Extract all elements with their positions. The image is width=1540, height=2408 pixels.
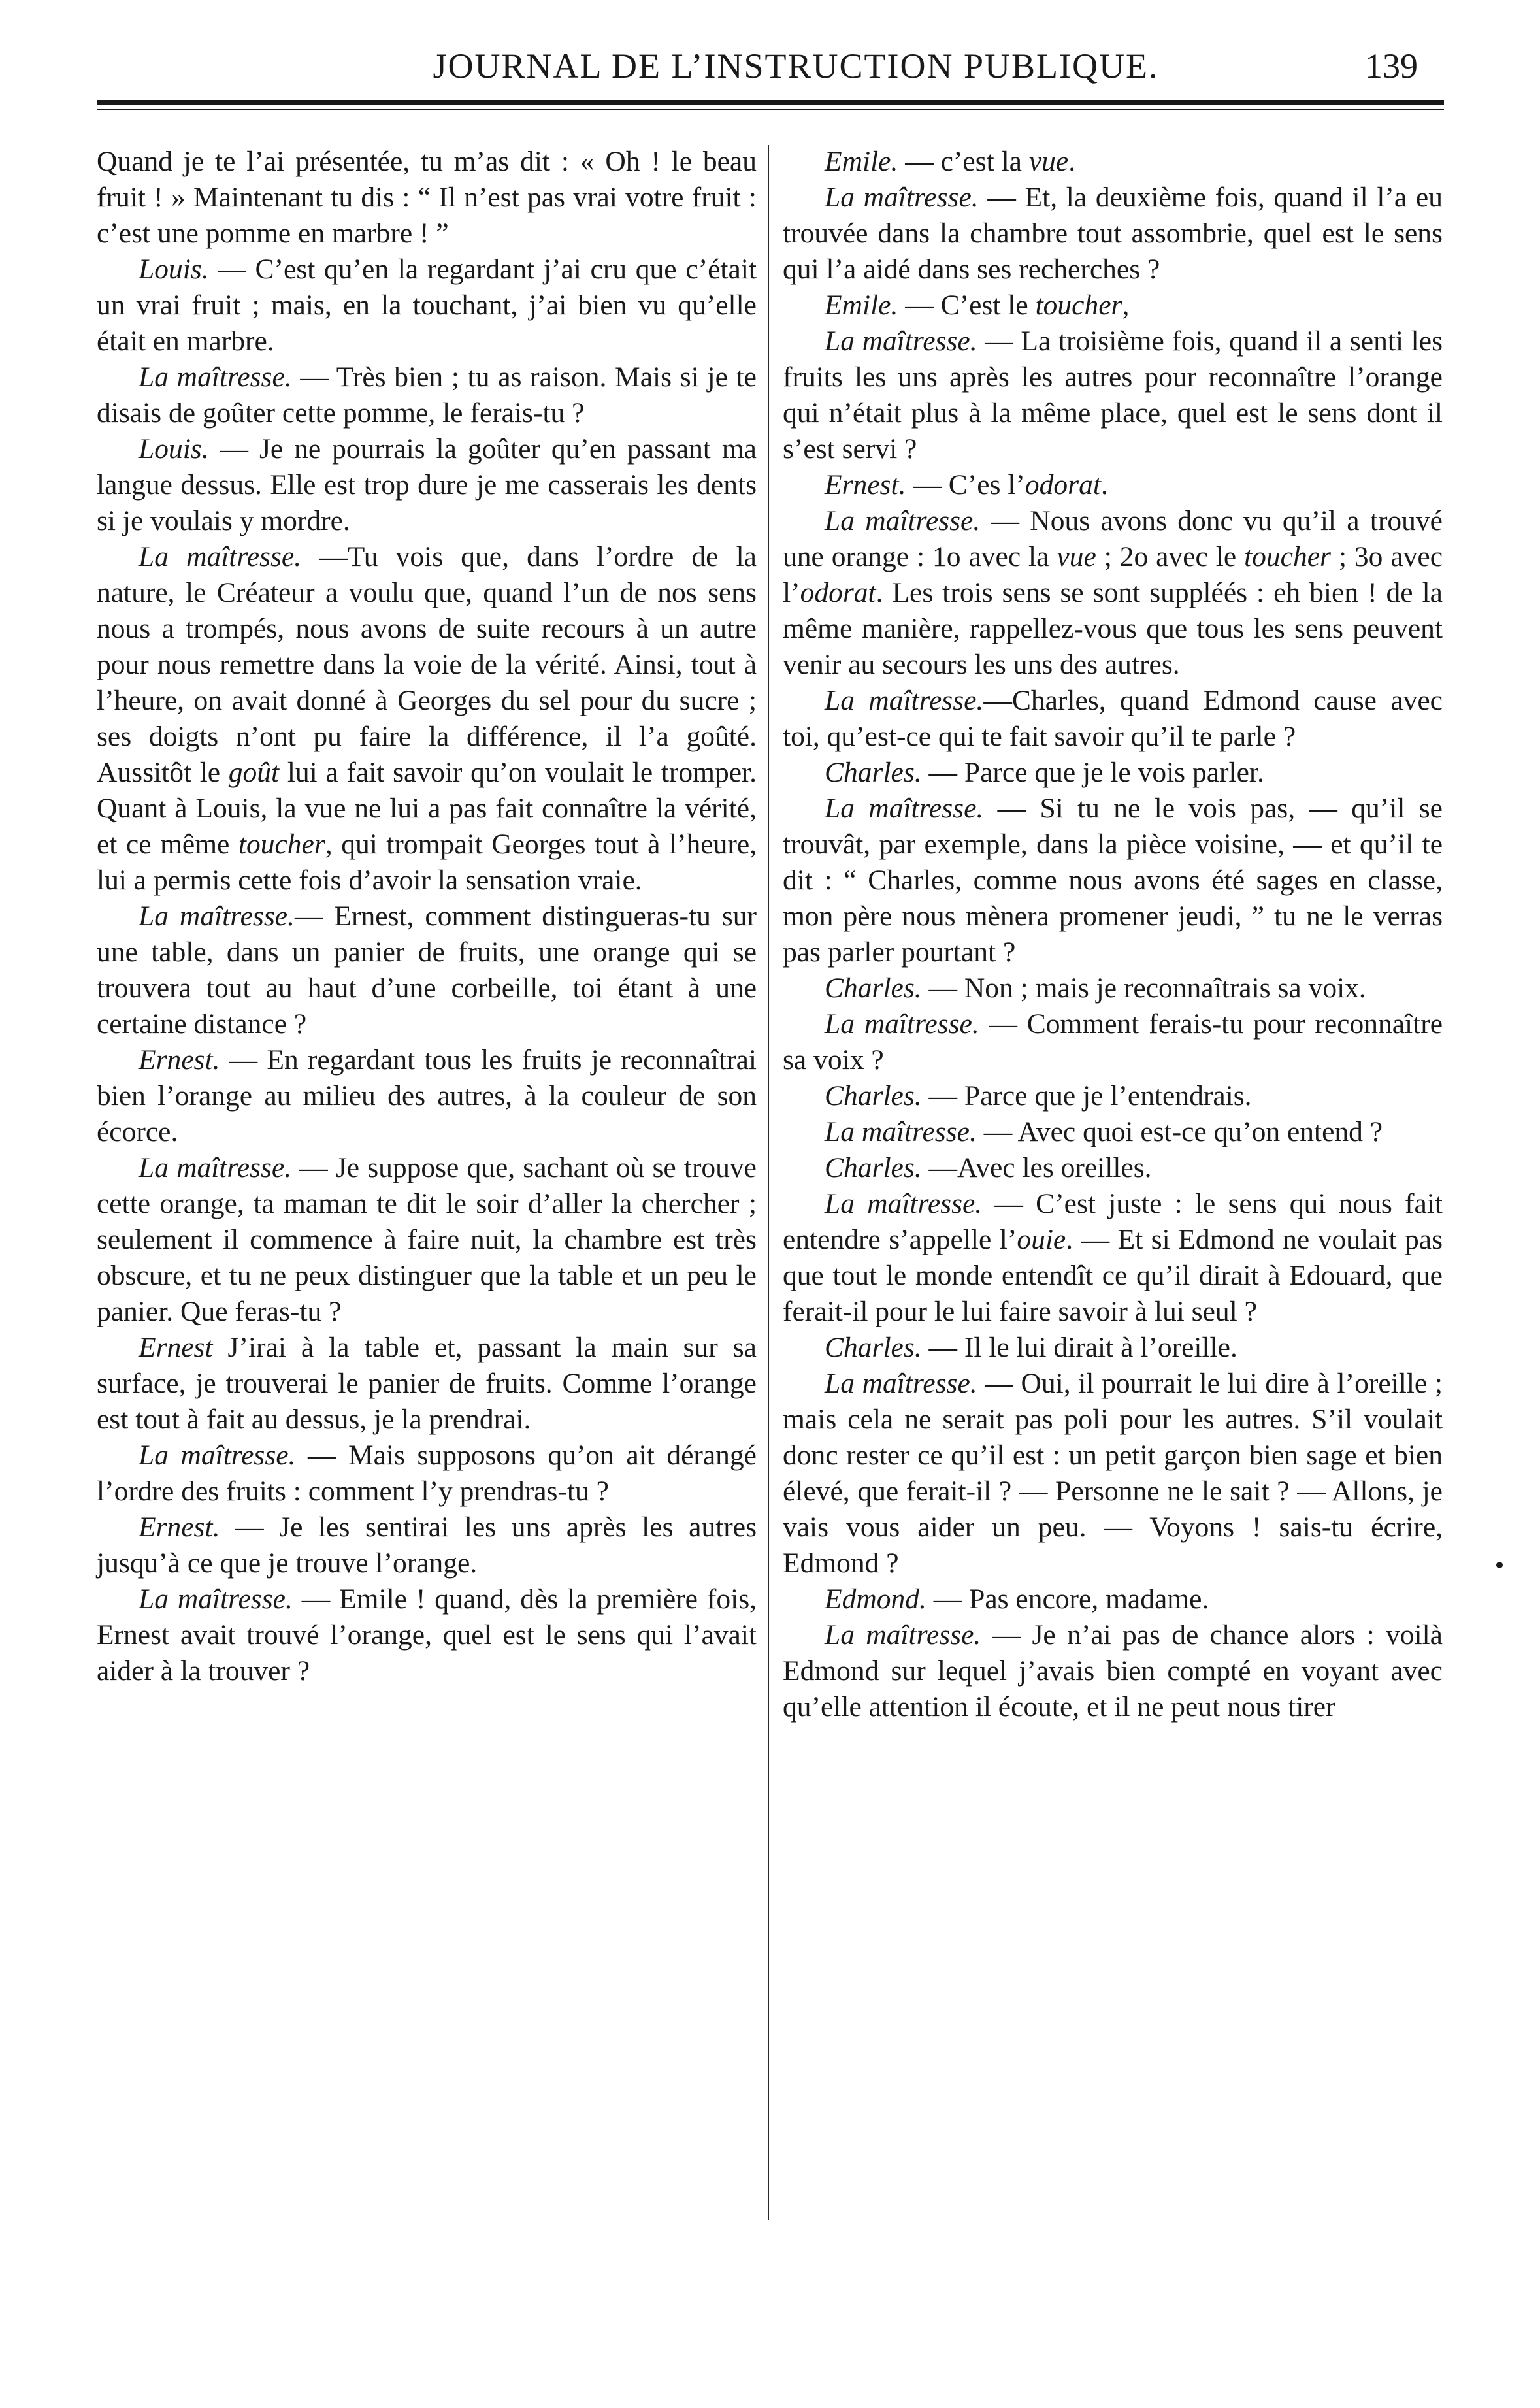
dialogue-paragraph (783, 323, 1443, 467)
paragraph-text: —Charles, quand Edmond cause avec toi, qu’est-ce qui te fait savoir qu’il te parle ? (783, 685, 1443, 752)
column-divider (768, 145, 769, 2220)
journal-title: JOURNAL DE L’INSTRUCTION PUBLIQUE. (433, 46, 1159, 86)
paragraph-text: — Nous avons donc vu qu’il a trouvé une orange : 1o avec la (783, 505, 1443, 572)
speaker-name: Charles. (825, 1080, 922, 1112)
paragraph-text: — Mais supposons qu’on ait dérangé l’ordre des fruits : comment l’y prendras-tu ? (97, 1440, 757, 1507)
dialogue-paragraph (97, 1438, 757, 1509)
speaker-name: Louis. (139, 254, 209, 285)
paragraph-text: — Non ; mais je reconnaîtrais sa voix. (921, 972, 1366, 1004)
dialogue-paragraph (783, 755, 1443, 791)
dialogue-paragraph (783, 180, 1443, 288)
dialogue-paragraph (783, 1186, 1443, 1330)
paragraph-text: — Je n’ai pas de chance alors : voilà Edmond sur lequel j’avais bien compté en voyant avec qu’elle attention il écoute, et il ne peut nous tirer (783, 1619, 1443, 1723)
emphasis-text: odorat (1024, 469, 1101, 501)
left-column (97, 144, 757, 1689)
speaker-name: Ernest. (825, 469, 906, 501)
paragraph-text: — Parce que je le vois parler. (921, 757, 1264, 788)
paragraph-text: —Avec les oreilles. (921, 1152, 1152, 1183)
paragraph-text: — C’est qu’en la regardant j’ai cru que c’était un vrai fruit ; mais, en la touchant, j’ai bien vu qu’elle était en marbre. (97, 254, 757, 357)
emphasis-text: goût (228, 757, 280, 788)
paragraph-text: — Ernest, comment distingueras-tu sur une table, dans un panier de fruits, une orange qui se trouvera tout au haut d’une corbeille, toi étant à une certaine distance ? (97, 900, 757, 1040)
speaker-name: La maîtresse. (139, 900, 295, 932)
emphasis-text: odorat (800, 577, 876, 608)
speaker-name: La maîtresse. (825, 793, 984, 824)
paragraph-text: , qui trompait Georges tout à l’heure, lui a permis cette fois d’avoir la sensation vraie. (97, 829, 757, 896)
dialogue-paragraph (783, 1006, 1443, 1078)
paragraph-text: —Tu vois que, dans l’ordre de la nature, le Créateur a voulu que, quand l’un de nos sens nous a trompés, nous avons de suite recours à un autre pour nous remettre dans la voie de la vérité. Ainsi, tout à l’heure, on avait donné à Georges du sel pour du sucre ; ses doigts n’ont pu faire la différence, il l’a goûté. Aussitôt le (97, 541, 757, 788)
paragraph-text: . Les trois sens se sont suppléés : eh bien ! de la même manière, rappellez-vous que tous les sens peuvent venir au secours les uns des autres. (783, 577, 1443, 680)
dialogue-paragraph (783, 503, 1443, 683)
paragraph-text: . (1068, 146, 1076, 177)
speaker-name: La maîtresse. (825, 505, 981, 536)
speaker-name: Ernest. (139, 1511, 220, 1543)
dialogue-paragraph (97, 1042, 757, 1150)
emphasis-text: ouie (1017, 1224, 1066, 1255)
dialogue-paragraph (783, 1078, 1443, 1114)
dialogue-paragraph (783, 1150, 1443, 1186)
dialogue-paragraph (783, 1617, 1443, 1725)
paragraph-text: — Oui, il pourrait le lui dire à l’oreille ; mais cela ne serait pas poli pour les autres. S’il voulait donc rester ce qu’il est : un petit garçon bien sage et bien élevé, que ferait-il ? — Personne ne le sait ? — Allons, je vais vous aider un peu. — Voyons ! sais-tu écrire, Edmond ? (783, 1368, 1443, 1579)
dialogue-paragraph (97, 1150, 757, 1330)
paragraph-text: — Et, la deuxième fois, quand il l’a eu trouvée dans la chambre tout assombrie, quel est le sens qui l’a aidé dans ses recherches ? (783, 182, 1443, 285)
dialogue-paragraph (783, 467, 1443, 503)
dialogue-paragraph (97, 539, 757, 899)
paragraph-text: ; 2o avec le (1096, 541, 1245, 572)
emphasis-text: toucher (1244, 541, 1331, 572)
emphasis-text: toucher (238, 829, 325, 860)
paragraph-text: — Pas encore, madame. (926, 1583, 1209, 1615)
speaker-name: La maîtresse. (825, 1619, 981, 1651)
paragraph-text: — Emile ! quand, dès la première fois, Ernest avait trouvé l’orange, quel est le sens qui l’avait aider à la trouver ? (97, 1583, 757, 1687)
dialogue-paragraph (783, 683, 1443, 755)
speaker-name: La maîtresse. (825, 685, 984, 716)
page-number: 139 (1365, 46, 1418, 86)
paragraph-text: — C’est juste : le sens qui nous fait entendre s’appelle l’ (783, 1188, 1443, 1255)
speaker-name: La maîtresse. (139, 361, 292, 393)
dialogue-paragraph (97, 431, 757, 539)
paragraph-text: — La troisième fois, quand il a senti les fruits les uns après les autres pour reconnaître l’orange qui n’était plus à la même place, quel est le sens dont il s’est servi ? (783, 325, 1443, 465)
paragraph-text: J’irai à la table et, passant la main sur sa surface, je trouverai le panier de fruits. Comme l’orange est tout à fait au dessus, je la prendrai. (97, 1332, 757, 1435)
paragraph-text: — Comment ferais-tu pour reconnaître sa voix ? (783, 1008, 1443, 1076)
dialogue-paragraph (783, 1330, 1443, 1366)
speaker-name: La maîtresse. (825, 1008, 979, 1040)
paragraph-text: . (1100, 469, 1108, 501)
paragraph-text: — C’es l’ (906, 469, 1025, 501)
speaker-name: Charles. (825, 1332, 922, 1363)
dialogue-paragraph (97, 1509, 757, 1581)
speaker-name: La maîtresse. (139, 1440, 296, 1471)
speaker-name: La maîtresse. (825, 1188, 983, 1219)
speaker-name: Emile. (825, 146, 898, 177)
dialogue-paragraph (783, 791, 1443, 970)
dialogue-paragraph (97, 1581, 757, 1689)
dialogue-paragraph (783, 1366, 1443, 1581)
dialogue-paragraph (97, 252, 757, 359)
paragraph-text: — C’est le (898, 289, 1036, 321)
paragraph-text: ; 3o avec l’ (783, 541, 1443, 608)
paragraph-text: — Parce que je l’entendrais. (921, 1080, 1252, 1112)
paragraph-text: — Je suppose que, sachant où se trouve cette orange, ta maman te dit le soir d’aller la chercher ; seulement il commence à faire nuit, la chambre est très obscure, et tu ne peux distinguer que la table et un peu le panier. Que feras-tu ? (97, 1152, 757, 1327)
dialogue-paragraph (97, 1330, 757, 1438)
paragraph-text: — Si tu ne le vois pas, — qu’il se trouvât, par exemple, dans la pièce voisine, — et qu’il te dit : “ Charles, comme nous avons été sages en classe, mon père nous mènera promener jeudi, ” tu ne le verras pas parler pourtant ? (783, 793, 1443, 968)
paragraph-text: Quand je te l’ai présentée, tu m’as dit : « Oh ! le beau fruit ! » Maintenant tu dis : “ Il n’est pas vrai votre fruit : c’est une pomme en marbre ! ” (97, 146, 757, 249)
margin-mark (1496, 1562, 1503, 1568)
speaker-name: Ernest (139, 1332, 213, 1363)
speaker-name: La maîtresse. (139, 541, 302, 572)
paragraph-text: — Avec quoi est-ce qu’on entend ? (976, 1116, 1383, 1147)
speaker-name: Edmond. (825, 1583, 926, 1615)
dialogue-paragraph (783, 1581, 1443, 1617)
paragraph-text: lui a fait savoir qu’on voulait le tromper. Quant à Louis, la vue ne lui a pas fait connaître la vérité, et ce même (97, 757, 757, 860)
dialogue-paragraph (97, 144, 757, 252)
right-column (783, 144, 1443, 1725)
dialogue-paragraph (783, 288, 1443, 323)
speaker-name: Emile. (825, 289, 898, 321)
header-rule-thin (97, 109, 1444, 110)
emphasis-text: vue (1028, 146, 1069, 177)
dialogue-paragraph (783, 1114, 1443, 1150)
speaker-name: Charles. (825, 972, 922, 1004)
emphasis-text: toucher (1035, 289, 1122, 321)
speaker-name: Louis. (139, 433, 209, 465)
speaker-name: La maîtresse. (825, 1116, 977, 1147)
dialogue-paragraph (97, 359, 757, 431)
emphasis-text: vue (1057, 541, 1096, 572)
speaker-name: La maîtresse. (139, 1583, 293, 1615)
header-rule-thick (97, 100, 1444, 105)
speaker-name: Charles. (825, 1152, 922, 1183)
speaker-name: La maîtresse. (825, 1368, 977, 1399)
speaker-name: Charles. (825, 757, 922, 788)
paragraph-text: — En regardant tous les fruits je reconnaîtrai bien l’orange au milieu des autres, à la couleur de son écorce. (97, 1044, 757, 1147)
dialogue-paragraph (783, 970, 1443, 1006)
paragraph-text: . — Et si Edmond ne voulait pas que tout le monde entendît ce qu’il dirait à Edouard, que ferait-il pour le lui faire savoir à lui seul ? (783, 1224, 1443, 1327)
speaker-name: Ernest. (139, 1044, 220, 1076)
paragraph-text: — Je ne pourrais la goûter qu’en passant ma langue dessus. Elle est trop dure je me casserais les dents si je voulais y mordre. (97, 433, 757, 536)
running-head (97, 46, 1444, 98)
speaker-name: La maîtresse. (139, 1152, 292, 1183)
paragraph-text: , (1122, 289, 1130, 321)
paragraph-text: — Très bien ; tu as raison. Mais si je te disais de goûter cette pomme, le ferais-tu ? (97, 361, 757, 429)
dialogue-paragraph (97, 899, 757, 1042)
speaker-name: La maîtresse. (825, 325, 977, 357)
paragraph-text: — Je les sentirai les uns après les autres jusqu’à ce que je trouve l’orange. (97, 1511, 757, 1579)
paragraph-text: — Il le lui dirait à l’oreille. (921, 1332, 1237, 1363)
paragraph-text: — c’est la (898, 146, 1029, 177)
dialogue-paragraph (783, 144, 1443, 180)
speaker-name: La maîtresse. (825, 182, 979, 213)
